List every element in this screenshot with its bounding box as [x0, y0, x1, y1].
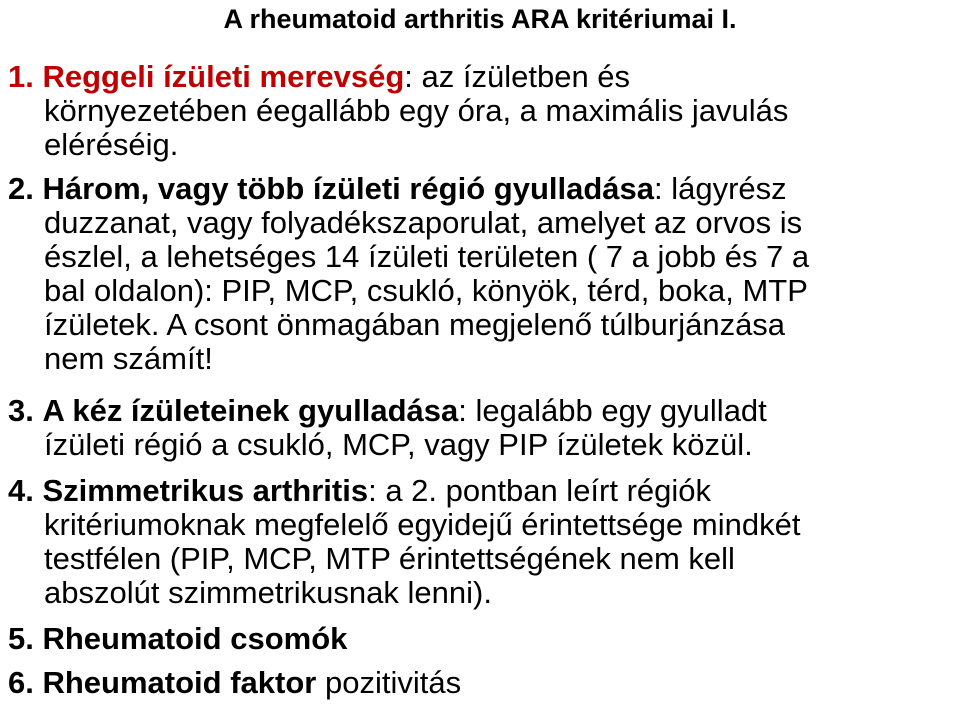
- criterion-2: [8, 172, 953, 376]
- criterion-1-number: 1.: [8, 59, 34, 94]
- criterion-5-number: 5.: [8, 621, 34, 656]
- criterion-3: [8, 394, 953, 462]
- criterion-2-line-6: nem számít!: [44, 341, 213, 376]
- criterion-2-line-1: [8, 172, 953, 206]
- criterion-6-heading-rest: pozitivitás: [316, 665, 462, 700]
- criterion-1-line-3: eléréséig.: [44, 127, 179, 162]
- criterion-3-line-2: ízületi régió a csukló, MCP, vagy PIP ízületek közül.: [44, 427, 753, 462]
- criterion-2-line-3: észlel, a lehetséges 14 ízületi területen ( 7 a jobb és 7 a: [44, 239, 810, 274]
- criterion-1-line-2: környezetében éegallább egy óra, a maximális javulás: [44, 93, 789, 128]
- criterion-2-line-2: duzzanat, vagy folyadékszaporulat, amelyet az orvos is: [44, 205, 803, 240]
- criterion-6: [8, 666, 953, 700]
- criterion-6-number: 6.: [8, 665, 34, 700]
- criterion-4: [8, 474, 953, 610]
- criterion-4-number: 4.: [8, 473, 34, 508]
- criterion-1-heading-rest: : az ízületben és: [404, 59, 631, 94]
- criterion-6-heading: Rheumatoid faktor: [42, 665, 317, 700]
- criterion-1-line-1: [8, 60, 953, 94]
- criterion-4-heading-rest: : a 2. pontban leírt régiók: [368, 473, 712, 508]
- criterion-4-heading: Szimmetrikus arthritis: [42, 473, 369, 508]
- criterion-3-heading: A kéz ízületeinek gyulladása: [42, 393, 459, 428]
- criterion-2-number: 2.: [8, 171, 34, 206]
- criterion-3-number: 3.: [8, 393, 34, 428]
- criterion-6-line-1: [8, 666, 953, 700]
- slide-title: A rheumatoid arthritis ARA kritériumai I.: [223, 4, 737, 34]
- criterion-1: [8, 60, 953, 162]
- criterion-2-line-5: ízületek. A csont önmagában megjelenő túlburjánzása: [44, 307, 786, 342]
- criterion-3-line-1: [8, 394, 953, 428]
- criterion-5: [8, 622, 953, 656]
- criterion-4-line-1: [8, 474, 953, 508]
- criterion-5-line-1: [8, 622, 953, 656]
- criterion-1-heading: Reggeli ízületi merevség: [42, 59, 405, 94]
- criterion-3-heading-rest: : legalább egy gyulladt: [458, 393, 767, 428]
- criterion-4-line-3: testfélen (PIP, MCP, MTP érintettségének nem kell: [44, 541, 735, 576]
- criterion-2-line-4: bal oldalon): PIP, MCP, csukló, könyök, térd, boka, MTP: [44, 273, 808, 308]
- criterion-5-heading: Rheumatoid csomók: [42, 621, 348, 656]
- criterion-4-line-2: kritériumoknak megfelelő egyidejű érintettsége mindkét: [44, 507, 801, 542]
- criterion-2-heading: Három, vagy több ízületi régió gyulladása: [42, 171, 655, 206]
- criterion-4-line-4: abszolút szimmetrikusnak lenni).: [44, 575, 492, 610]
- criterion-2-heading-rest: : lágyrész: [654, 171, 787, 206]
